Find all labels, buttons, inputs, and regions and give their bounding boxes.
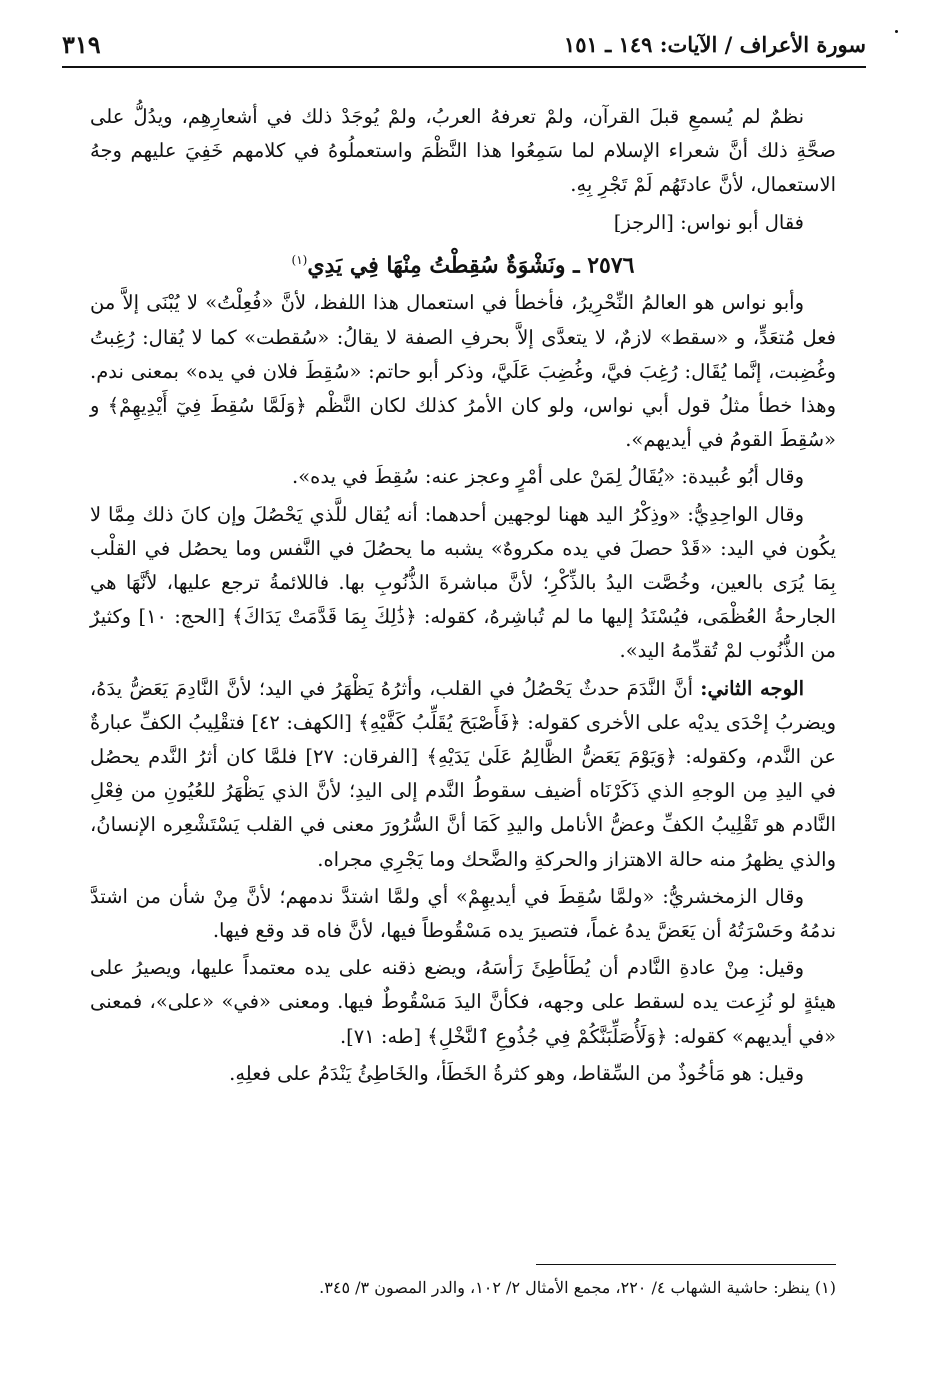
paragraph: وقال الواحِدِيُّ: «وذِكْرُ اليد ههنا لوجهين أحدهما: أنه يُقال للَّذي يَحْصُلَ وإن كانَ ذلك مِمَّا لا يكُون في اليد: «قَدْ حصلَ في يده مكروهٌ» يشبه ما يحصُلَ في النَّفس وما يحصُل في القلْب بِمَا يُرَى بالعين، وخُصَّت اليدُ بالذِّكْرِ؛ لأنَّ مباشرةَ الذُّنُوبِ بها. فاللائمةُ ترجع عليها، لأنَّهَا هي الجارحةُ العُظْمَى، فيُسْنَدُ إليها ما لم تُباشِرهُ، كقوله: ﴿ذَٰلِكَ بِمَا قَدَّمَتْ يَدَاكَ﴾ [الحج: ١٠] وكثيرٌ من الذُّنُوب لمْ تُقدِّمهُ اليد».: [90, 502, 836, 663]
footnote: (١) ينظر: حاشية الشهاب ٤/ ٢٢٠، مجمع الأمثال ٢/ ١٠٢، والدر المصون ٣/ ٣٤٥.: [319, 1278, 836, 1297]
section-label: الوجه الثاني:: [700, 676, 805, 700]
paragraph-text: أنَّ النَّدَمَ حدثٌ يَحْصُلُ في القلب، وأثرُهُ يَظْهَرُ في اليد؛ لأنَّ النَّادِمَ يَعَضُّ يدَهُ، ويضربُ إحْدَى يديْه على الأخرى كقوله: ﴿فَأَصْبَحَ يُقَلِّبُ كَفَّيْهِ﴾ [الكهف: ٤٢] فتقْلِيبُ الكفِّ عبارةٌ عن النَّدم، وكقوله: ﴿وَيَوْمَ يَعَضُّ الظَّالِمُ عَلَىٰ يَدَيْهِ﴾ [الفرقان: ٢٧] فلمَّا كان أثرُ النَّدم يحصُل في اليدِ مِن الوجهِ الذي ذَكَرْنَاه أضيف سقوطُ النَّدم إلى اليدِ؛ لأنَّ الذي يَظْهَرُ للعُيُونِ من فِعْلِ النَّادم هو تَقْلِيبُ الكفِّ وعضُّ الأنامل واليدِ كَمَا أنَّ السُّرُورَ معنى في القلب يَسْتَشْعِره الإنسانُ، والذي يظهرُ منه حالة الاهتزاز والحركةِ والضَّحك وما يَجْرِي مجراه.: [90, 676, 837, 871]
paragraph: وقال الزمخشريُّ: «ولمَّا سُقِطَ في أيديهِمْ» أي ولمَّا اشتدَّ ندمهم؛ لأنَّ مِنْ شأن من اشتدَّ ندمُهُ وحَسْرَتُهُ أن يَعَضَّ يدهُ غماً، فتصيرَ يده مَسْقُوطاً فيها، لأنَّ فاه قد وقع فيها.: [90, 884, 836, 942]
paragraph: فقال أبو نواس: [الرجز]: [613, 210, 804, 234]
paragraph: نظمٌ لم يُسمعِ قبلَ القرآن، ولمْ تعرفهُ العربُ، ولمْ يُوجَدْ ذلك في أشعارِهِم، ويدُلُّ على صحَّةِ ذلك أنَّ شعراء الإسلام لما سَمِعُوا هذا النَّظْمَ واستعملُوهُ في كلامهم خَفِيَ عليهم وجهُ الاستعمال، لأنَّ عادتَهُم لَمْ تَجْرِ بِهِ.: [90, 105, 836, 197]
paragraph: وقيل: مِنْ عادةِ النَّادم أن يُطَأطِئَ رَأسَهُ، ويضع ذقنه على يده معتمداً عليها، ويصيرُ على هيئةٍ لو نُزِعت يده لسقط على وجهه، فكأنَّ اليدَ مَسْقُوطٌ فيها. ومعنى «في» «على»، فمعنى «في أيديهم» كقوله: ﴿وَلَأُصَلِّبَنَّكُمْ فِي جُذُوعِ ٱلنَّخْلِ﴾ [طه: ٧١].: [90, 956, 836, 1048]
paragraph: وقيل: هو مَأخُوذٌ من السِّقاط، وهو كثرةُ الخَطَأ، والخَاطِئُ يَنْدَمُ على فعلِهِ.: [229, 1061, 804, 1085]
main-text: [90, 100, 836, 1094]
paragraph: [90, 672, 836, 877]
footnote-ref: (١): [291, 252, 308, 267]
verse-text: ٢٥٧٦ ـ ونَشْوَةٌ سُقِطْتُ مِنْهَا فِي يَدِي: [307, 252, 635, 279]
paragraph: وأبو نواس هو العالمُ النِّحْرِيرُ، فأخطأ في استعمال هذا اللفظ، لأنَّ «فُعِلْتُ» لا يُبْنَى إلاَّ من فعل مُتعَدٍّ، و «سقط» لازمٌ، لا يتعدَّى إلاَّ بحرفِ الصفة لا يقالُ: «سُقطت» كما لا يُقال: رُغِبتُ وغُضِبت، إنَّما يُقَال: رُغِبَ فيَّ، وغُضِبَ عَلَيَّ، وذكر أبو حاتم: «سُقِطَ فلان في يده» بمعنى ندم. وهذا خطأ مثلُ قول أبي نواس، ولو كان الأمرُ كذلك لكان النَّظْم ﴿وَلَمَّا سُقِطَ فِيٓ أَيْدِيهِمْ﴾ و «سُقِطَ القومُ في أيديهم».: [90, 291, 836, 452]
header-rule: [62, 66, 866, 68]
poem-verse: [90, 243, 836, 283]
paragraph: وقال أبُو عُبيدة: «يُقَالُ لِمَنْ على أمْرٍ وعجز عنه: سُقِطَ في يده».: [292, 465, 804, 489]
page-number: ٣١٩: [62, 30, 101, 59]
page-header: [62, 30, 866, 74]
footnote-rule: [536, 1264, 836, 1265]
running-title: سورة الأعراف / الآيات: ١٤٩ ـ ١٥١: [563, 32, 866, 57]
corner-mark: [895, 30, 898, 33]
